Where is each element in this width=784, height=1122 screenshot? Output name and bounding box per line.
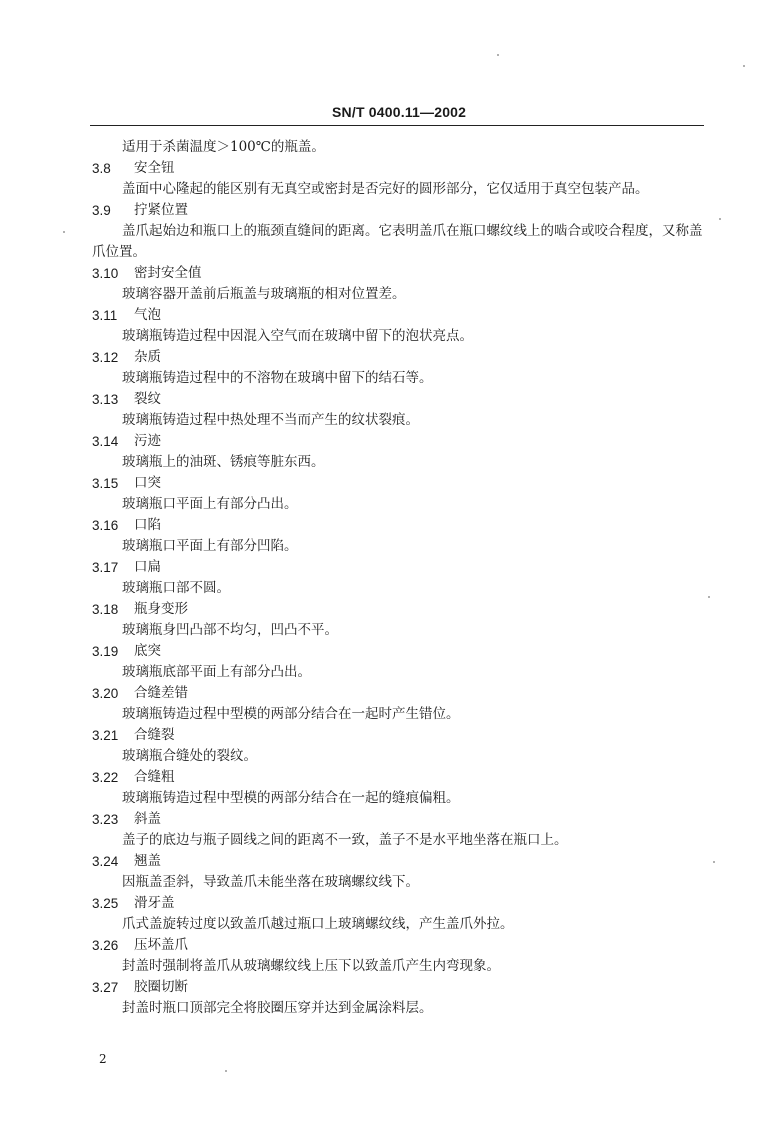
term-heading: [92, 683, 704, 704]
term-title: 翘盖: [134, 853, 161, 869]
lead-text: 适用于杀菌温度＞100℃的瓶盖。: [122, 139, 325, 155]
term-title: 压坏盖爪: [134, 937, 188, 953]
term-heading: [92, 473, 704, 494]
term-title: 裂纹: [134, 391, 161, 407]
term-definition: 玻璃瓶铸造过程中型模的两部分结合在一起时产生错位。: [122, 706, 460, 722]
term-title: 安全钮: [134, 160, 175, 176]
scan-speck: [719, 218, 721, 220]
term-definition: 玻璃容器开盖前后瓶盖与玻璃瓶的相对位置差。: [122, 286, 406, 302]
term-definition: 玻璃瓶口部不圆。: [122, 580, 230, 596]
term-heading: [92, 809, 704, 830]
term-title: 密封安全值: [134, 265, 202, 281]
term-definition: 盖爪起始边和瓶口上的瓶颈直缝间的距离。它表明盖爪在瓶口螺纹线上的啮合或咬合程度，又称盖爪位置。: [92, 223, 703, 260]
term-title: 口扁: [134, 559, 161, 575]
term-heading: [92, 431, 704, 452]
term-number: 3.25: [92, 896, 119, 911]
term-number: 3.24: [92, 854, 119, 869]
term-definition: 玻璃瓶底部平面上有部分凸出。: [122, 664, 311, 680]
term-heading: [92, 515, 704, 536]
term-title: 合缝粗: [134, 769, 175, 785]
term-heading: [92, 641, 704, 662]
term-number: 3.17: [92, 560, 119, 575]
term-title: 口陷: [134, 517, 161, 533]
term-number: 3.14: [92, 434, 119, 449]
term-heading: [92, 158, 704, 179]
term-heading: [92, 977, 704, 998]
term-definition: 玻璃瓶身凹凸部不均匀，凹凸不平。: [122, 622, 338, 638]
header-rule: [90, 125, 704, 126]
term-heading: [92, 893, 704, 914]
term-title: 污迹: [134, 433, 161, 449]
scan-speck: [708, 596, 710, 598]
term-number: 3.13: [92, 392, 119, 407]
term-number: 3.23: [92, 812, 119, 827]
term-title: 斜盖: [134, 811, 161, 827]
term-number: 3.27: [92, 980, 119, 995]
term-heading: [92, 935, 704, 956]
term-heading: [92, 851, 704, 872]
term-heading: [92, 599, 704, 620]
term-heading: [92, 557, 704, 578]
scan-speck: [63, 231, 65, 233]
term-number: 3.16: [92, 518, 119, 533]
term-number: 3.15: [92, 476, 119, 491]
term-heading: [92, 305, 704, 326]
term-number: 3.20: [92, 686, 119, 701]
term-definition: 玻璃瓶上的油斑、锈痕等脏东西。: [122, 454, 325, 470]
term-title: 底突: [134, 643, 161, 659]
standard-number-header: SN/T 0400.11—2002: [332, 104, 467, 120]
term-definition: 玻璃瓶铸造过程中因混入空气而在玻璃中留下的泡状亮点。: [122, 328, 473, 344]
term-heading: [92, 200, 704, 221]
term-definition: 玻璃瓶口平面上有部分凹陷。: [122, 538, 298, 554]
scan-speck: [497, 54, 499, 56]
term-definition: 封盖时瓶口顶部完全将胶圈压穿并达到金属涂料层。: [122, 1000, 433, 1016]
term-definition: 盖子的底边与瓶子圆线之间的距离不一致，盖子不是水平地坐落在瓶口上。: [122, 832, 568, 848]
term-title: 气泡: [134, 307, 161, 323]
term-definition: 玻璃瓶铸造过程中热处理不当而产生的纹状裂痕。: [122, 412, 419, 428]
term-number: 3.9: [92, 203, 111, 218]
term-number: 3.10: [92, 266, 119, 281]
term-definition: 玻璃瓶铸造过程中的不溶物在玻璃中留下的结石等。: [122, 370, 433, 386]
term-title: 胶圈切断: [134, 979, 188, 995]
term-definition: 因瓶盖歪斜，导致盖爪未能坐落在玻璃螺纹线下。: [122, 874, 419, 890]
term-heading: [92, 347, 704, 368]
term-definition: 玻璃瓶铸造过程中型模的两部分结合在一起的缝痕偏粗。: [122, 790, 460, 806]
term-title: 合缝差错: [134, 685, 188, 701]
term-definition: 封盖时强制将盖爪从玻璃螺纹线上压下以致盖爪产生内弯现象。: [122, 958, 500, 974]
term-number: 3.26: [92, 938, 119, 953]
term-number: 3.18: [92, 602, 119, 617]
term-heading: [92, 263, 704, 284]
term-list: [92, 137, 704, 1019]
term-heading: [92, 767, 704, 788]
scan-speck: [713, 861, 715, 863]
term-number: 3.19: [92, 644, 119, 659]
term-heading: [92, 725, 704, 746]
term-heading: [92, 389, 704, 410]
scan-speck: [743, 65, 745, 67]
term-number: 3.8: [92, 161, 111, 176]
term-definition: 玻璃瓶口平面上有部分凸出。: [122, 496, 298, 512]
term-number: 3.11: [92, 308, 118, 323]
term-number: 3.21: [92, 728, 119, 743]
page-number: 2: [99, 1052, 107, 1066]
term-title: 口突: [134, 475, 161, 491]
term-number: 3.22: [92, 770, 119, 785]
term-definition: 盖面中心隆起的能区别有无真空或密封是否完好的圆形部分，它仅适用于真空包装产品。: [122, 181, 649, 197]
term-title: 瓶身变形: [134, 601, 188, 617]
term-title: 拧紧位置: [134, 202, 188, 218]
scan-speck: [225, 1070, 227, 1072]
term-title: 滑牙盖: [134, 895, 175, 911]
term-definition: 玻璃瓶合缝处的裂纹。: [122, 748, 257, 764]
term-number: 3.12: [92, 350, 119, 365]
term-definition: 爪式盖旋转过度以致盖爪越过瓶口上玻璃螺纹线，产生盖爪外拉。: [122, 916, 514, 932]
term-title: 合缝裂: [134, 727, 175, 743]
term-title: 杂质: [134, 349, 161, 365]
